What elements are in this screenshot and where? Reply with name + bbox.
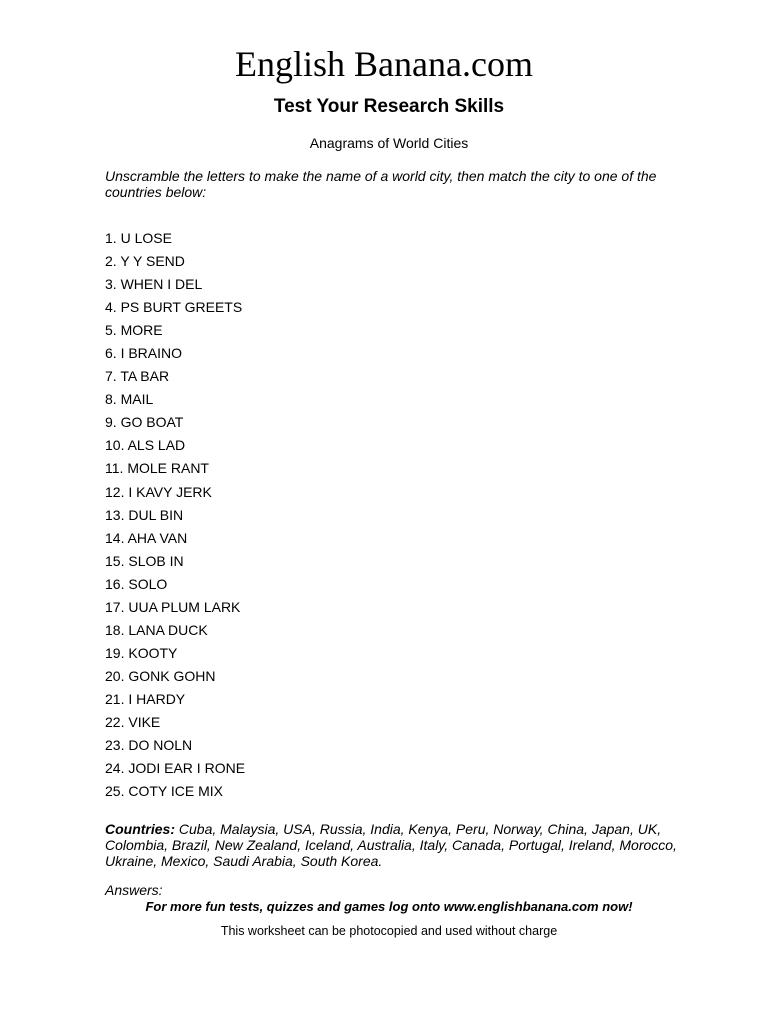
countries-paragraph <box>105 821 690 869</box>
anagram-item: 12. I KAVY JERK <box>105 483 212 500</box>
anagram-item: 1. U LOSE <box>105 230 172 246</box>
instructions: Unscramble the letters to make the name of a world city, then match the city to one of the countries below: <box>105 168 657 200</box>
promo-text: For more fun tests, quizzes and games log onto www.englishbanana.com now! <box>145 899 633 914</box>
anagram-item: 16. SOLO <box>105 575 168 592</box>
anagram-item: 7. TA BAR <box>105 368 170 385</box>
anagram-item: 18. LANA DUCK <box>105 621 208 638</box>
anagram-item: 4. PS BURT GREETS <box>105 299 243 316</box>
countries-list: Cuba, Malaysia, USA, Russia, India, Kenya, Peru, Norway, China, Japan, UK, Colombia, Brazil, New Zealand, Iceland, Australia, Italy, Canada, Portugal, Ireland, Morocco, Ukraine, Mexico, Saudi Arabia, South Korea. <box>105 821 677 869</box>
anagram-item: 20. GONK GOHN <box>105 667 216 684</box>
countries-label: Countries: <box>105 821 175 837</box>
anagram-item: 21. I HARDY <box>105 690 186 707</box>
anagram-item: 10. ALS LAD <box>105 437 186 454</box>
anagram-item: 24. JODI EAR I RONE <box>105 760 246 777</box>
answers-label: Answers: <box>105 882 163 898</box>
site-title: English Banana.com <box>235 44 533 84</box>
anagram-item: 23. DO NOLN <box>105 737 193 754</box>
anagram-item: 14. AHA VAN <box>105 529 188 546</box>
anagram-item: 11. MOLE RANT <box>105 460 209 477</box>
anagram-item: 19. KOOTY <box>105 644 178 661</box>
test-title: Test Your Research Skills <box>273 96 505 117</box>
anagram-item: 9. GO BOAT <box>105 414 184 431</box>
anagram-item: 13. DUL BIN <box>105 506 184 523</box>
anagram-item: 25. COTY ICE MIX <box>105 783 223 800</box>
anagram-item: 17. UUA PLUM LARK <box>105 598 241 615</box>
anagram-item: 15. SLOB IN <box>105 552 184 569</box>
anagram-item: 2. Y Y SEND <box>105 253 185 270</box>
worksheet-subtitle: Anagrams of World Cities <box>309 135 469 151</box>
anagram-item: 22. VIKE <box>105 713 161 730</box>
footer-note: This worksheet can be photocopied and used without charge <box>220 924 558 938</box>
anagram-item: 6. I BRAINO <box>105 345 183 362</box>
anagram-item: 3. WHEN I DEL <box>105 276 203 293</box>
anagram-item: 8. MAIL <box>105 391 154 408</box>
anagram-item: 5. MORE <box>105 322 163 339</box>
anagram-list <box>105 228 245 804</box>
